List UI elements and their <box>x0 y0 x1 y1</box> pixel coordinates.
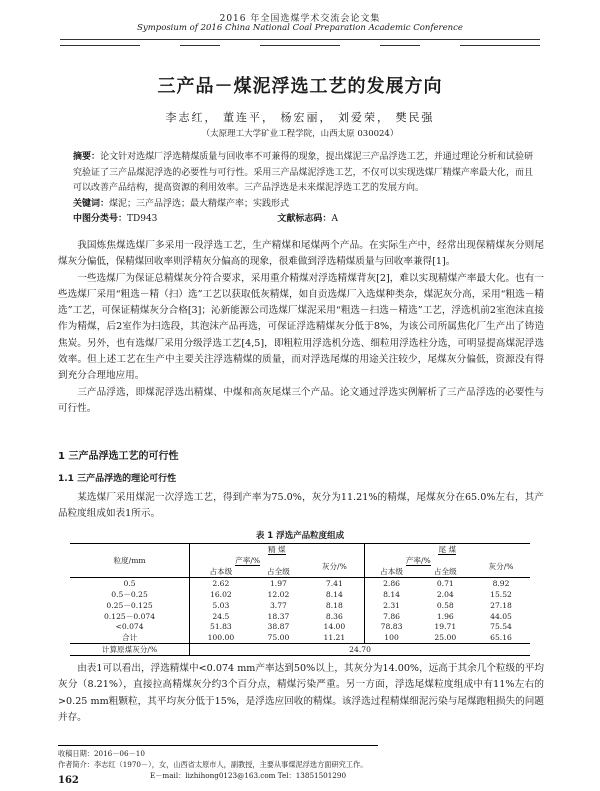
cell: 51.83 <box>190 622 252 633</box>
header-rule <box>60 39 540 40</box>
footnote-rule <box>58 745 378 746</box>
header-yield: 产率/% <box>405 556 431 565</box>
intro-paragraph: 一些选煤厂为保证总精煤灰分符合要求，采用重介精煤对浮选精煤背灰[2]，难以实现精煤产率最大化。也有一些选煤厂采用“粗选－精（扫）选”工艺以获取低灰精煤，如自贡选煤厂入选煤种类杂，煤泥灰分高，采用“粗选－精选”工艺，可保证精煤灰分合格[3]；沁新能源公司选煤厂煤泥采用“粗选－扫选－精选”工艺，浮选机前2室泡沫直接作为精煤，后2室作为扫选段，其泡沫产品再选，可保证浮选精煤灰分低于8%，为该公司所属焦化厂生产出了铸造焦炭。另外，也有选煤厂采用分级浮选工艺[4,5]，即粗粒用浮选机分选、细粒用浮选柱分选，可明显提高煤泥浮选效率。但上述工艺在生产中主要关注浮选精煤的质量，而对浮选尾煤的用途关注较少，尾煤灰分偏低，资源没有得到充分合理地应用。 <box>58 272 544 382</box>
header-yield: 产率/% <box>235 556 261 565</box>
cell: 44.05 <box>490 611 512 621</box>
clc-label: 中图分类号： <box>73 214 128 224</box>
section-heading-1-1: 1.1 三产品浮选的理论可行性 <box>58 474 177 484</box>
page-number: 162 <box>58 775 79 786</box>
header-dash <box>180 45 220 46</box>
cell: 8.14 <box>364 589 419 600</box>
header-dash <box>460 45 540 46</box>
cell: 7.86 <box>364 611 419 622</box>
table-row <box>70 589 530 600</box>
body-paragraph: 某选煤厂采用煤泥一次浮选工艺，得到产率为75.0%，灰分为11.21%的精煤，尾煤灰分在65.0%左右，其产品粒度组成如表1所示。 <box>58 492 544 520</box>
cell: 8.18 <box>325 600 343 610</box>
abstract <box>73 150 533 197</box>
header-clean-coal: 精 煤 <box>268 545 286 554</box>
header-tailings: 尾 煤 <box>438 545 457 554</box>
header-size: 粒度/mm <box>70 544 190 578</box>
running-header-title: 2016 年全国选煤学术交流会论文集 <box>219 14 381 24</box>
cell: 24.5 <box>190 611 252 622</box>
cell: 2.04 <box>436 589 454 599</box>
cell: 100.00 <box>190 632 252 644</box>
cell: 19.71 <box>434 622 457 632</box>
cell: 27.18 <box>490 600 512 610</box>
header-dash <box>260 45 340 46</box>
doc-code-label: 文献标志码： <box>277 214 332 224</box>
table-row-total <box>70 632 530 644</box>
cell: 7.41 <box>325 578 343 588</box>
cell: 38.87 <box>267 622 290 632</box>
keywords <box>73 197 533 213</box>
abstract-text: 论文针对选煤厂浮选精煤质量与回收率不可兼得的现象，提出煤泥三产品浮选工艺，并通过理论分析和试验研究验证了三产品煤泥浮选的必要性与可行性。采用三产品煤泥浮选工艺，不仅可以实现选煤厂精煤产率最大化，而且可以改善产品结构，提高资源的利用效率。三产品浮选是未来煤泥浮选工艺的发展方向。 <box>73 152 533 193</box>
table-row <box>70 600 530 611</box>
cell: 75.00 <box>252 632 306 644</box>
cell: 2.31 <box>364 600 419 611</box>
cell: 0.71 <box>436 578 454 588</box>
cell: 2.86 <box>364 578 419 589</box>
doc-code-value: A <box>331 214 338 224</box>
header-in-level: 占本级 <box>190 566 252 578</box>
section-heading-1: 1 三产品浮选工艺的可行性 <box>58 451 179 462</box>
cell: 25.00 <box>419 632 473 644</box>
cell: 1.96 <box>436 611 454 621</box>
body-paragraph: 由表1可以看出，浮选精煤中<0.074 mm产率达到50%以上，其灰分为14.00%，远高于其余几个粒级的平均灰分（8.21%），直接拉高精煤灰分约3个百分点，精煤污染严重。另一方面，浮选尾煤粒度组成中有11%左右的>0.25 mm粗颗粒，其平均灰分低于15%，是浮选应回收的精煤。该浮选过程精煤细泥污染与尾煤跑粗损失的问题并存。 <box>58 663 544 723</box>
header-cumulative: 占全级 <box>419 566 473 578</box>
keywords-text: 煤泥；三产品浮选；最大精煤产率；实践形式 <box>109 198 290 209</box>
table-row <box>70 611 530 622</box>
calc-label: 计算原煤灰分/% <box>70 644 190 656</box>
cell: 11.21 <box>305 632 364 644</box>
header-cumulative: 占全级 <box>252 566 306 578</box>
running-header-subtitle: Symposium of 2016 China National Coal Preparation Academic Conference <box>137 23 463 33</box>
cell: 15.52 <box>490 589 512 599</box>
header-ash: 灰分/% <box>472 555 530 578</box>
cell: 18.37 <box>267 611 290 621</box>
cell: 0.5－0.25 <box>111 589 148 599</box>
cell: 75.54 <box>490 622 512 632</box>
cell: 0.5 <box>123 578 136 588</box>
cell: 5.03 <box>190 600 252 611</box>
header-in-level: 占本级 <box>364 566 419 578</box>
intro-paragraph: 我国炼焦煤选煤厂多采用一段浮选工艺，生产精煤和尾煤两个产品。在实际生产中，经常出现保精煤灰分则尾煤灰分偏低，保精煤回收率则浮精灰分偏高的现象，很难做到浮选精煤质量与回收率兼得[1]。 <box>58 240 544 268</box>
cell: 8.14 <box>325 589 343 599</box>
calc-value: 24.70 <box>190 644 530 656</box>
cell: 78.83 <box>364 622 419 633</box>
footnote-author: 作者简介：李志红（1970－），女，山西省太原市人，副教授，主要从事煤泥浮选方面研究工作。 <box>58 760 368 769</box>
section-1-1-body <box>58 490 544 523</box>
cell: 1.97 <box>269 578 287 588</box>
table-row <box>70 622 530 633</box>
footnote-contact: E－mail：lizhihong0123@163.com Tel：13851501290 <box>150 771 347 780</box>
intro-paragraph: 三产品浮选，即煤泥浮选出精煤、中煤和高灰尾煤三个产品。论文通过浮选实例解析了三产品浮选的必要性与可行性。 <box>58 386 544 414</box>
table-row <box>70 578 530 589</box>
cell: 16.02 <box>190 589 252 600</box>
analysis-body <box>58 661 544 726</box>
cell: 3.77 <box>269 600 287 610</box>
cell: 8.92 <box>492 578 510 588</box>
paper-title: 三产品－煤泥浮选工艺的发展方向 <box>157 76 443 97</box>
cell: 8.36 <box>325 611 343 621</box>
table-row-calc <box>70 644 530 656</box>
cell: 2.62 <box>190 578 252 589</box>
abstract-label: 摘要： <box>73 152 101 162</box>
intro-body <box>58 238 544 417</box>
header-dash <box>380 45 420 46</box>
affiliation: （太原理工大学矿业工程学院，山西太原 030024） <box>201 129 399 139</box>
cell: 0.58 <box>436 600 454 610</box>
cell: 65.16 <box>472 632 530 644</box>
classification <box>73 212 533 228</box>
footnote-received: 收稿日期：2016－06－10 <box>58 749 145 758</box>
cell: 100 <box>364 632 419 644</box>
cell: 合计 <box>70 632 190 644</box>
cell: 0.25－0.125 <box>106 600 153 610</box>
clc-value: TD943 <box>127 214 158 224</box>
authors: 李志红， 董连平， 杨宏丽， 刘爱荣， 樊民强 <box>165 111 435 124</box>
product-size-table <box>70 543 530 656</box>
cell: 0.125－0.074 <box>104 611 156 621</box>
header-ash: 灰分/% <box>305 555 364 578</box>
table-caption: 表 1 浮选产品粒度组成 <box>255 531 345 541</box>
cell: 14.00 <box>323 622 346 632</box>
header-dash <box>60 45 140 46</box>
keywords-label: 关键词： <box>73 198 110 209</box>
cell: <0.074 <box>115 622 144 632</box>
cell: 12.02 <box>267 589 290 599</box>
abstract-block <box>73 150 533 228</box>
